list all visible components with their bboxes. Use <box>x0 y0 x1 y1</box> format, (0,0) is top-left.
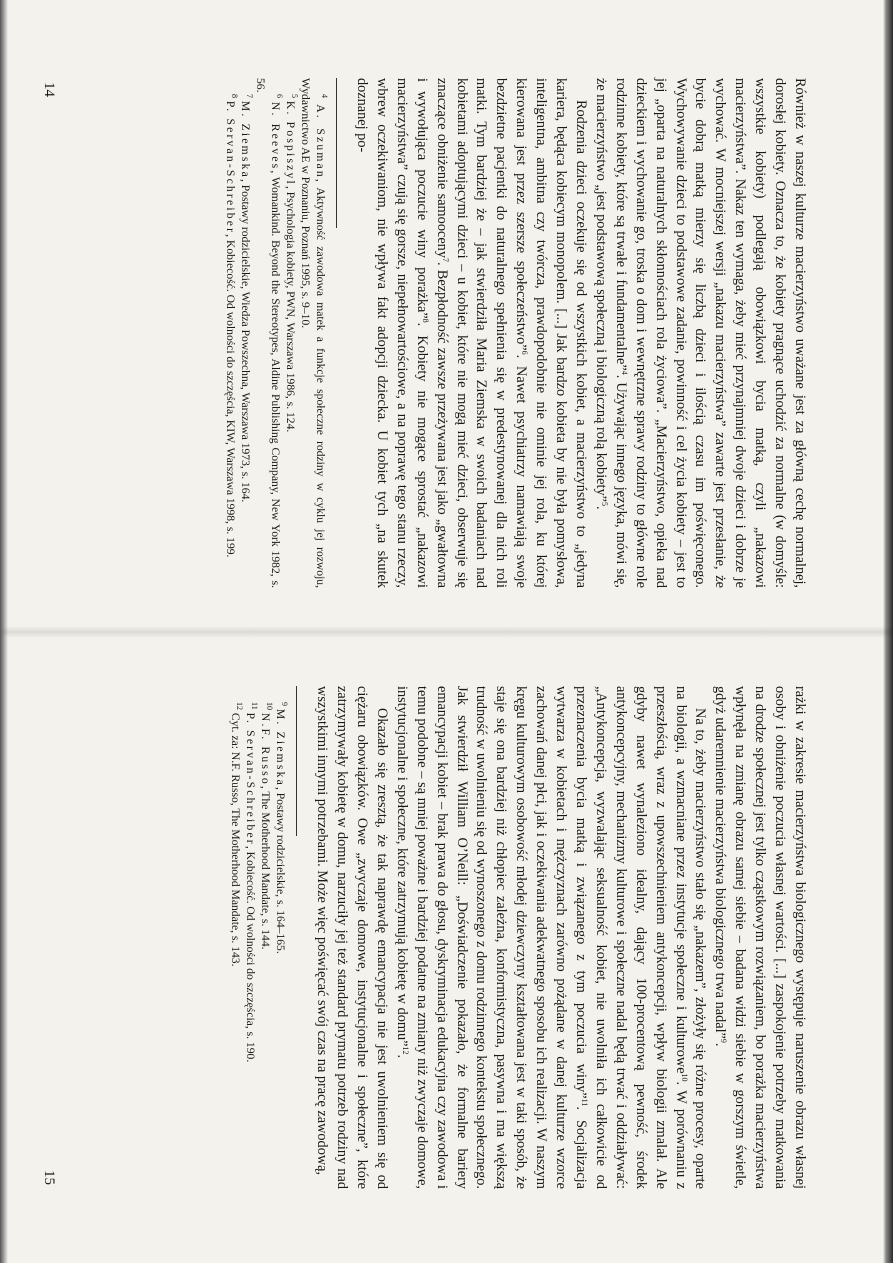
left-page-body <box>351 78 809 588</box>
paragraph-text: . W porównaniu z przeszłością, wraz z upowszechnieniem antykoncepcji, wpływ biologii zmalał. Ale gdyby nawet wynaleziono idealny, dający 100-procentową pewność, środek antykoncepcyjny, mechanizmy kulturowe i społeczne nadal będą trwać i oddziaływać: „Antykoncepcja, wyzwalając seksualność kobiet, nie uwolniła ich całkowicie od przeznaczenia bycia matką i związanego z tym poczucia winy” <box>573 686 689 1189</box>
footnote-citation: , Aktywność zawodowa matek a funkcje społeczne rodziny w cyklu jej rozwoju, Wydawnictwo AE w Poznaniu, Poznań 1995, s. 9–10. <box>299 78 328 588</box>
footnote-number: 4 <box>320 94 330 98</box>
footnote-citation: , The Motherhood Mandate, s. 144. <box>259 785 273 950</box>
footnote-reference: 9 <box>719 1038 729 1043</box>
body-paragraph <box>590 78 809 588</box>
footnote <box>258 686 273 1189</box>
footnote <box>223 78 238 588</box>
footnote <box>283 78 298 588</box>
paragraph-text: Rodzenia dzieci oczekuje się od wszystkich kobiet, a macierzyństwo to „jedyna kariera, będąca kobiecym monopolem. [...] Jak bardzo kobieta by nie była pomysłowa, inteligentna, ambitna czy twórcza, prawdopodobnie nie ominie jej rola, ku której kierowana jest przez szersze społeczeństwo” <box>513 78 590 588</box>
footnote-separator <box>296 686 297 836</box>
paragraph-text: . Bezpłodność zawsze przeżywana jest jako „gwałtowna i wywołująca poczucie winy porażka” <box>413 78 450 588</box>
scan-bottom-edge <box>0 0 8 1263</box>
paragraph-text: . Używając innego języka, mówi się, że macierzyństwo „jest podstawową społeczną i biologiczną rolą kobiety” <box>592 78 629 588</box>
paragraph-text: Okazało się zresztą, że tak naprawdę emancypacja nie jest uwolnieniem się od ciężaru obowiązków. Owe „zwyczaje domowe, instytucjonalne i społeczne”, które zatrzymywały kobietę w domu, narzuciły jej też standard prymatu potrzeb rodziny nad wszystkimi innymi potrzebami. Może więc poświęcać swój czas na pracę zawodową, <box>314 686 390 1189</box>
footnote <box>228 686 243 1189</box>
left-page-footnotes <box>223 78 328 588</box>
footnote-author: M. Ziemska <box>239 100 253 179</box>
page-number-left: 14 <box>41 82 57 97</box>
footnote-citation: , Psychologia kobiety, PWN, Warszawa 1986, s. 124. <box>284 185 298 433</box>
right-page-body <box>311 686 809 1189</box>
footnote-number: 11 <box>250 702 260 710</box>
footnote-reference: 10 <box>679 1073 689 1082</box>
paragraph-text: Na to, żeby macierzyństwo stało się „nakazem”, złożyły się różne procesy, oparte na biologii, a wzmacniane przez instytucje społeczne i kulturowe <box>672 686 709 1189</box>
footnote-reference: 8 <box>420 318 430 323</box>
footnote <box>238 78 253 588</box>
right-page-footnotes <box>228 686 288 1189</box>
footnote-number: 6 <box>275 94 285 98</box>
body-paragraph <box>709 686 809 1189</box>
footnote-number: 7 <box>245 94 255 98</box>
footnote-citation: , Kobiecość. Od wolności do szczęścia, s. 190. <box>244 845 258 1063</box>
body-paragraph <box>311 686 391 1189</box>
footnote-author: A. Szuman <box>314 104 328 179</box>
footnote-number: 5 <box>290 94 300 98</box>
paragraph-text: Również w naszej kulturze macierzyństwo uważane jest za główną cechę normalnej, dorosłej kobiety. Oznacza to, że kobiety pragnące uchodzić za normalne (w domyśle: wszystkie kobiety) podlegają obowiązkowi bycia matką, czyli „nakazowi macierzyństwa”. Nakaz ten wymaga, żeby mieć przynajmniej dwoje dzieci i dobrze je wychować. W mocniejszej wersji „nakazu macierzyństwa” zawarte jest przesłanie, że bycie dobrą matką mierzy się liczbą dzieci i ilością czasu im poświęconego. Wychowywanie dzieci to podstawowe zadanie, powinność i cel życia kobiety – jest to jej „oparta na naturalnych skłonnościach rola życiowa”. „Macierzyństwo, opieka nad dzieckiem i wychowanie go, troska o dom i wewnętrzne sprawy rodziny to główne role rodzinne kobiety, które są trwałe i fundamentalne” <box>612 78 808 588</box>
footnote-author: M. Ziemska <box>274 708 288 787</box>
footnote-author: P. Servan-Schreiber <box>244 712 258 846</box>
footnote-number: 9 <box>280 702 290 706</box>
footnote-citation: , Postawy rodzicielskie, Wiedza Powszechna, Warszawa 1973, s. 164. <box>239 178 253 503</box>
paragraph-text: rażki w zakresie macierzyństwa biologicznego występuje naruszenie obrazu własnej osoby i obniżenie poczucia własnej wartości. [...] zaspokojenie potrzeby matkowania na drodze społecznej jest tylko cząstkowym rozwiązaniem, bo porażka macierzyństwa wpłynęła na zmianę obrazu samej siebie – badana widzi siebie w gorszym świetle, gdyż udaremnienie macierzyństwa biologicznego trwa nadal” <box>712 686 808 1189</box>
footnote-separator <box>336 78 337 228</box>
footnote <box>298 78 328 588</box>
footnote-citation: , Womankind. Beyond the Stereotypes, Aldine Publishing Company, New York 1982, s. 56. <box>254 78 283 588</box>
footnote-number: 8 <box>230 94 240 98</box>
paragraph-text: . Socjalizacja wytwarza w kobietach i mężczyznach zarówno pożądane w danej kulturze wzorce zachowań danej płci, jak i oczekiwania adekwatnego sposobu ich realizacji. W naszym kręgu kulturowym osobowość młodej dziewczyny kształtowana jest w taki sposób, że staje się ona bardziej niż chłopiec zależna, konformistyczna, pasywna i ma większą trudność w uwolnieniu się od wynoszonego z domu rodzinnego kontekstu społecznego. Jak stwierdził William O’Neill: „Doświadczenie pokazało, że formalne bariery emancypacji kobiet – brak prawa do głosu, dyskryminacja edukacyjna czy zawodowa i temu podobne – są mniej poważne i bardziej podatne na zmiany niż zwyczaje domowe, instytucjonalne i społeczne, które zatrzymują kobietę w domu” <box>393 686 590 1190</box>
paragraph-text: . Nawet psychiatrzy namawiają swoje bezdzietne pacjentki do naturalnego spełnienia się w predestynowanej dla nich roli matki. Tym bardziej że – jak stwierdziła Maria Ziemska w swoich badaniach nad kobietami adoptującymi dzieci – u kobiet, które nie mogą mieć dzieci, obserwuje się znaczące obniżenie samooceny <box>433 78 530 588</box>
paragraph-text: . Kobiety nie mogące sprostać „nakazowi macierzyństwa” czują się gorsze, niepełnowartościowe, a na poprawę tego stanu rzeczy, wbrew oczekiwaniom, nie wpływa fakt adopcji dziecka. U kobiet tych „na skutek doznanej po- <box>354 78 430 588</box>
paragraph-text: . <box>393 1054 410 1059</box>
body-paragraph <box>391 686 710 1189</box>
footnote-reference: 12 <box>400 1046 410 1055</box>
paragraph-text: . <box>592 506 609 510</box>
footnote-author: N.F. Russo <box>259 712 273 786</box>
footnote-reference: 11 <box>580 1098 590 1107</box>
footnote-citation: , Postawy rodzicielskie, s. 164–165. <box>274 786 288 954</box>
footnote <box>273 686 288 1189</box>
footnote-author: P. Servan-Schreiber <box>224 100 238 235</box>
page-number-right: 15 <box>41 1170 57 1185</box>
body-paragraph <box>351 78 590 588</box>
footnote-reference: 7 <box>440 257 450 262</box>
footnote-reference: 5 <box>599 502 609 506</box>
footnote-reference: 4 <box>619 370 629 375</box>
footnote-reference: 6 <box>520 350 530 355</box>
footnote-author: N. Reeves <box>269 101 283 171</box>
footnote-citation: , Kobiecość. Od wolności do szczęścia, KIW, Warszawa 1998, s. 199. <box>224 234 238 558</box>
footnote-number: 12 <box>235 702 245 710</box>
footnote-author: K. Pospiszyl <box>284 100 298 186</box>
footnote <box>253 78 283 588</box>
footnote <box>243 686 258 1189</box>
paragraph-text: . <box>712 1042 729 1047</box>
page-15 <box>0 632 893 1263</box>
footnote-number: 10 <box>265 702 275 710</box>
footnote-citation: Cyt. za: N.F. Russo, The Motherhood Mandate, s. 143. <box>229 712 243 967</box>
